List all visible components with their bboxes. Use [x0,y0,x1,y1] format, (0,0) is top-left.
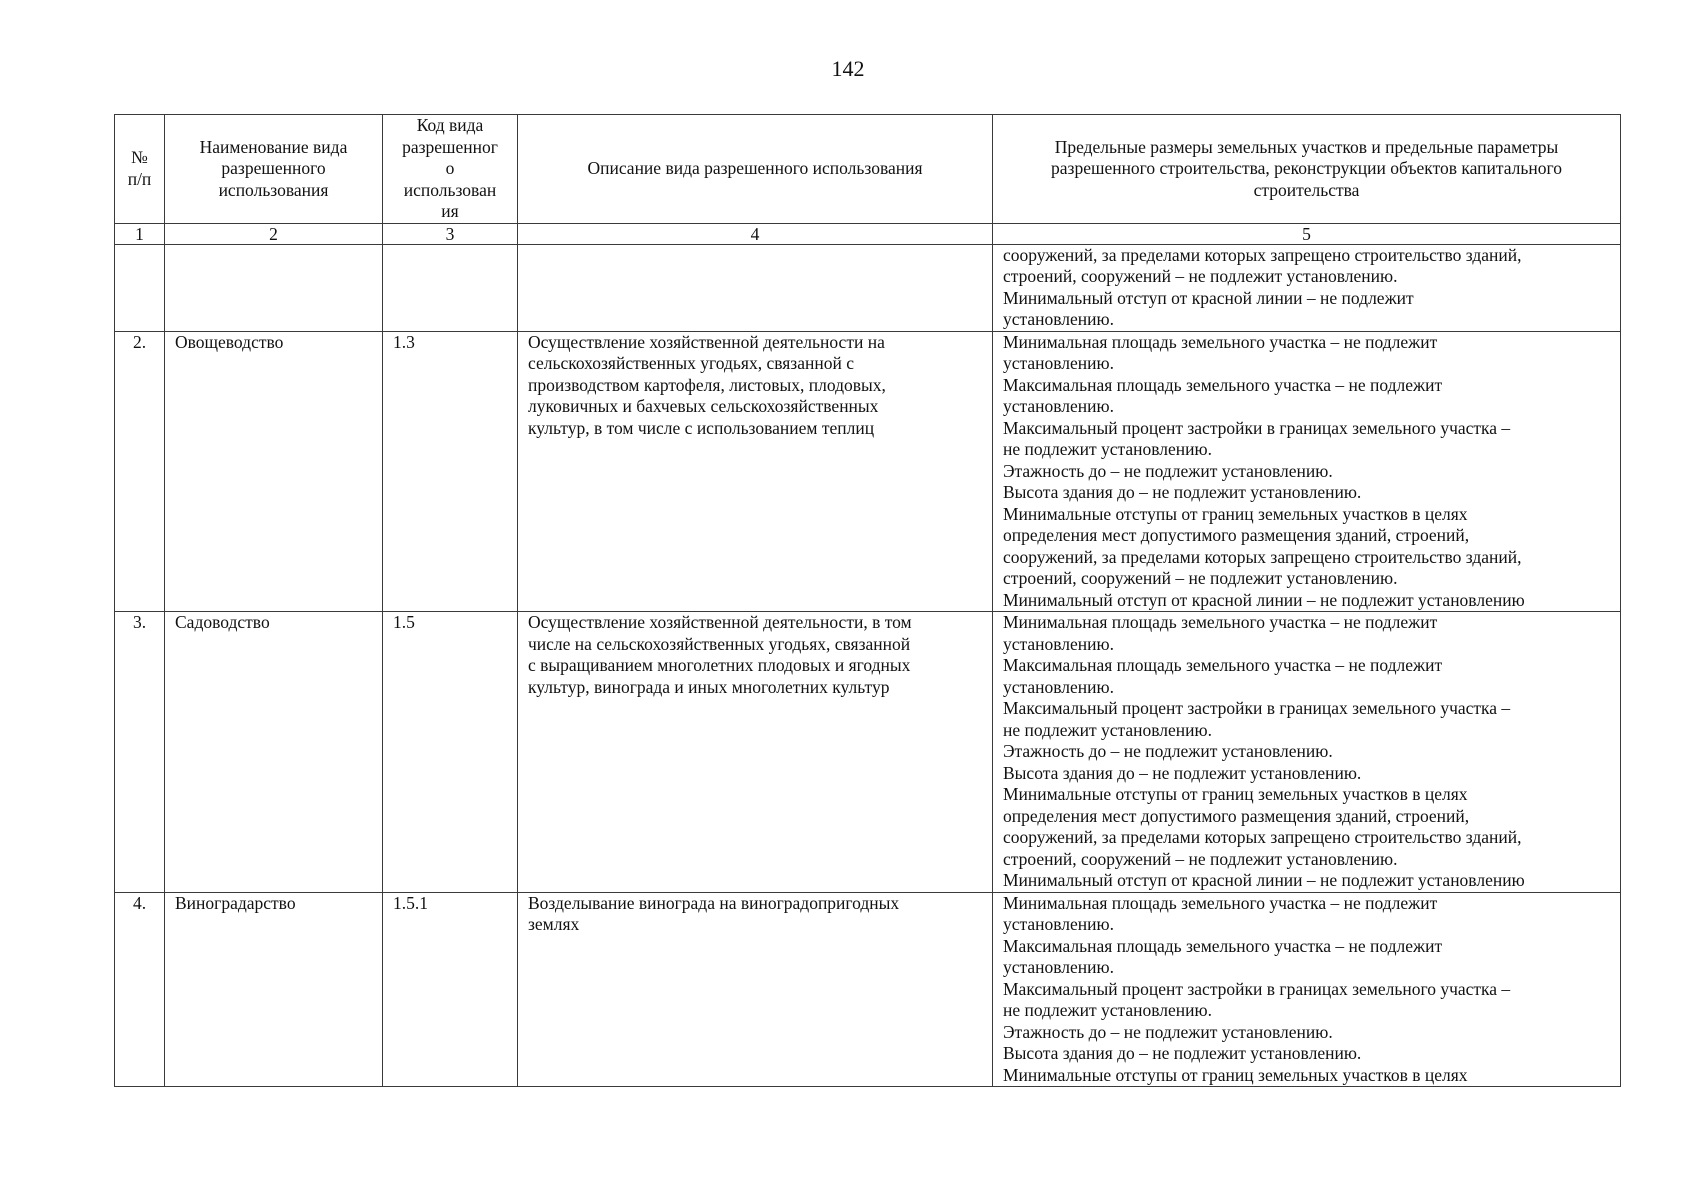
text-line: Высота здания до – не подлежит установлению. [1003,1043,1362,1063]
text-line: землях [528,914,580,934]
text-line: использования [218,179,329,200]
text-line: установлению. [1003,676,1114,697]
cell-name: Виноградарство [165,892,383,1087]
text-line: сооружений, за пределами которых запрещено строительство зданий, [1003,546,1522,567]
column-number: 3 [383,223,518,244]
text-line: Высота здания до – не подлежит установлению. [1003,762,1362,783]
text-line: Предельные размеры земельных участков и предельные параметры [1054,136,1559,157]
text-line: Наименование вида [199,136,348,157]
cell-description [518,331,993,612]
header-params [993,115,1621,224]
header-description [518,115,993,224]
text-line: установлению. [1003,957,1114,977]
text-line: Минимальные отступы от границ земельных участков в целях [1003,503,1468,524]
text-line: производством картофеля, листовых, плодовых, [528,374,886,395]
text-line: Минимальные отступы от границ земельных участков в целях [1003,1064,1468,1085]
cell-code: 1.5 [383,612,518,893]
cell-code: 1.5.1 [383,892,518,1087]
text-line: Максимальная площадь земельного участка – не подлежит [1003,655,1443,675]
column-numbers-row [115,223,1621,244]
cell-name: Садоводство [165,612,383,893]
cell-num: 2. [115,331,165,612]
cell-num: 4. [115,892,165,1087]
text-line: установлению. [1003,353,1114,373]
cell-params [993,331,1621,612]
text-line: установлению. [1003,914,1114,934]
text-line: Минимальная площадь земельного участка – не подлежит [1003,331,1438,352]
text-line: Минимальный отступ от красной линии – не подлежит установлению [1003,870,1525,890]
text-line: Максимальный процент застройки в границах земельного участка – [1003,978,1511,999]
header-num [115,115,165,224]
text-line: Минимальный отступ от красной линии – не подлежит установлению [1003,589,1525,610]
cell-description [518,244,993,331]
text-line: Код вида [416,115,484,135]
text-line: строений, сооружений – не подлежит установлению. [1003,568,1398,588]
text-line: не подлежит установлению. [1003,439,1212,459]
text-line: не подлежит установлению. [1003,1000,1212,1020]
table-row [115,612,1621,893]
text-line: определения мест допустимого размещения зданий, строений, [1003,525,1470,545]
text-line: установлению. [1003,309,1114,329]
column-number: 2 [165,223,383,244]
table-row [115,331,1621,612]
table-row [115,892,1621,1087]
text-line: о [445,158,455,178]
text-line: сельскохозяйственных угодьях, связанной с [528,353,854,373]
text-line: разрешенног [402,136,498,157]
cell-name: Овощеводство [165,331,383,612]
text-line: с выращиванием многолетних плодовых и ягодных [528,655,911,675]
text-line: не подлежит установлению. [1003,719,1212,740]
text-line: ия [441,201,459,221]
text-line: культур, винограда и иных многолетних культур [528,676,890,697]
table-header-row [115,115,1621,224]
text-line: Описание вида разрешенного использования [587,158,923,178]
header-name [165,115,383,224]
text-line: Осуществление хозяйственной деятельности, в том [528,612,912,632]
text-line: строительства [1253,179,1360,200]
text-line: строений, сооружений – не подлежит установлению. [1003,266,1398,286]
cell-params [993,892,1621,1087]
text-line: установлению. [1003,396,1114,416]
column-number: 1 [115,223,165,244]
cell-num: 3. [115,612,165,893]
text-line: луковичных и бахчевых сельскохозяйственных [528,396,879,416]
text-line: сооружений, за пределами которых запрещено строительство зданий, [1003,244,1522,265]
cell-code: 1.3 [383,331,518,612]
table-row-continuation [115,244,1621,331]
text-line: Этажность до – не подлежит установлению. [1003,460,1333,481]
text-line: Минимальные отступы от границ земельных участков в целях [1003,784,1468,804]
cell-params [993,612,1621,893]
cell-num [115,244,165,331]
text-line: установлению. [1003,633,1114,654]
text-line: Возделывание винограда на виноградопригодных [528,892,900,913]
text-line: сооружений, за пределами которых запрещено строительство зданий, [1003,827,1522,847]
text-line: Максимальный процент застройки в границах земельного участка – [1003,698,1511,718]
column-number: 5 [993,223,1621,244]
text-line: строений, сооружений – не подлежит установлению. [1003,848,1398,869]
text-line: определения мест допустимого размещения зданий, строений, [1003,805,1470,826]
text-line: Максимальный процент застройки в границах земельного участка – [1003,417,1511,438]
text-line: культур, в том числе с использованием теплиц [528,417,875,438]
text-line: использован [403,179,497,200]
text-line: Этажность до – не подлежит установлению. [1003,1021,1333,1042]
text-line: Минимальный отступ от красной линии – не подлежит [1003,287,1414,308]
text-line: разрешенного [221,158,326,178]
cell-description [518,892,993,1087]
text-line: разрешенного строительства, реконструкции объектов капитального [1051,158,1562,178]
text-line: Этажность до – не подлежит установлению. [1003,741,1333,761]
text-line: Минимальная площадь земельного участка – не подлежит [1003,612,1438,632]
cell-name [165,244,383,331]
text-line: Высота здания до – не подлежит установлению. [1003,482,1362,502]
cell-code [383,244,518,331]
header-code [383,115,518,224]
cell-params [993,244,1621,331]
cell-description [518,612,993,893]
land-use-table [114,114,1621,1087]
text-line: Минимальная площадь земельного участка – не подлежит [1003,892,1438,913]
text-line: Максимальная площадь земельного участка – не подлежит [1003,374,1443,395]
text-line: п/п [127,168,152,189]
text-line: числе на сельскохозяйственных угодьях, связанной [528,633,911,654]
text-line: Максимальная площадь земельного участка – не подлежит [1003,935,1443,956]
page-number: 142 [831,56,865,81]
column-number: 4 [518,223,993,244]
text-line: № [131,147,148,168]
text-line: Осуществление хозяйственной деятельности на [528,331,885,352]
